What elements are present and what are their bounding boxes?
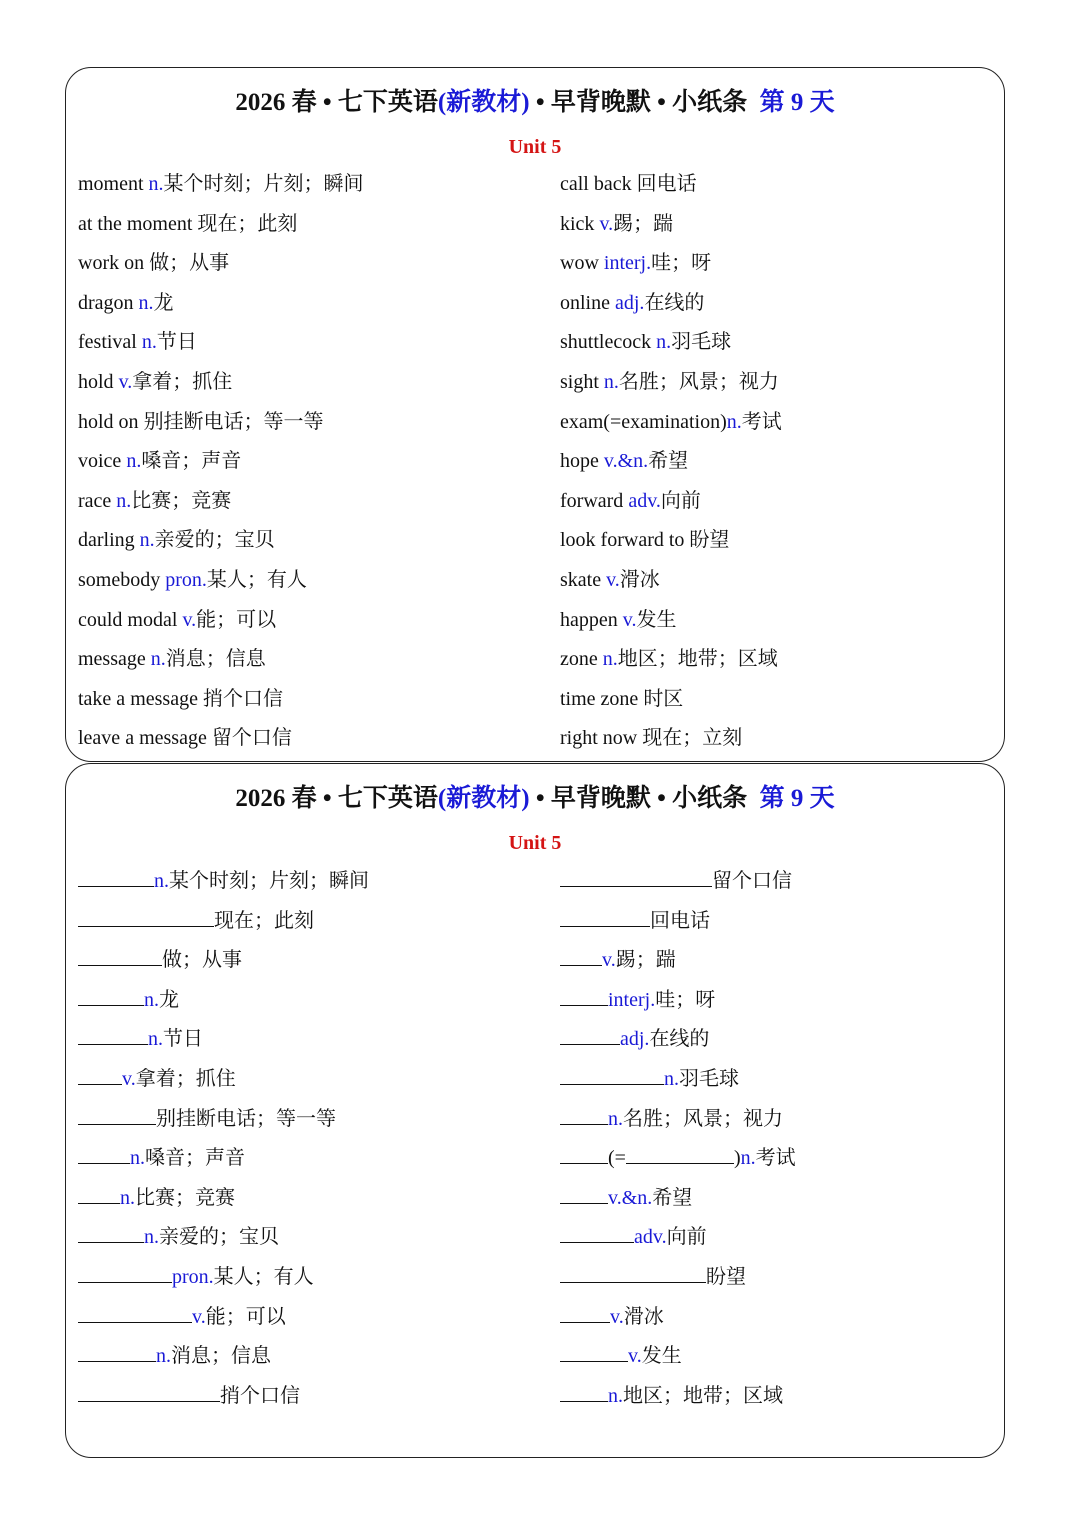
vocab-meaning: 亲爱的；宝贝 <box>154 529 275 552</box>
vocab-meaning: 现在；此刻 <box>214 909 314 932</box>
vocab-row <box>560 172 782 212</box>
dictation-row <box>78 947 369 987</box>
vocab-meaning: 名胜；风景；视力 <box>623 1107 783 1130</box>
vocab-row <box>560 449 782 489</box>
dictation-list-left <box>78 868 369 1422</box>
answer-blank[interactable] <box>626 1145 734 1164</box>
vocab-word: take a message <box>78 687 203 710</box>
part-of-speech: n. <box>154 870 169 892</box>
vocab-row <box>560 647 782 687</box>
unit-label: Unit 5 <box>508 832 562 854</box>
card-title <box>66 82 1004 118</box>
vocab-word: hope <box>560 450 604 473</box>
dictation-row <box>78 1383 369 1423</box>
answer-blank[interactable] <box>560 868 712 887</box>
answer-blank[interactable] <box>560 1264 706 1283</box>
part-of-speech: v.&n. <box>608 1186 653 1209</box>
vocab-meaning: 时区 <box>643 687 684 710</box>
vocab-word: zone <box>560 648 603 671</box>
vocab-meaning: 捎个口信 <box>220 1384 300 1407</box>
vocab-row <box>560 330 782 370</box>
title-day: 第 9 天 <box>759 89 835 116</box>
vocab-meaning: 向前 <box>660 489 701 512</box>
dictation-row <box>560 1026 796 1066</box>
part-of-speech: v. <box>599 212 614 235</box>
part-of-speech: n. <box>144 988 159 1011</box>
part-of-speech: n. <box>130 1147 145 1170</box>
vocab-meaning: 地区；地带；区域 <box>623 1384 783 1407</box>
part-of-speech: n. <box>148 173 164 195</box>
part-of-speech: n. <box>740 1147 756 1170</box>
vocab-word: look forward to <box>560 529 690 552</box>
part-of-speech: adj. <box>615 291 645 314</box>
vocab-list-left <box>78 172 364 766</box>
dictation-row <box>78 987 369 1027</box>
answer-blank[interactable] <box>560 1145 608 1164</box>
vocab-meaning: 能；可以 <box>205 1305 286 1328</box>
vocab-word: festival <box>78 331 142 354</box>
vocab-row <box>560 410 782 450</box>
vocab-word: work on <box>78 252 150 275</box>
vocab-meaning: 嗓音；声音 <box>145 1147 245 1170</box>
vocab-word: time zone <box>560 687 644 710</box>
part-of-speech: interj. <box>603 252 652 275</box>
answer-blank[interactable] <box>78 908 214 927</box>
dictation-row <box>78 908 369 948</box>
part-of-speech: adv. <box>628 489 661 512</box>
part-of-speech: n. <box>138 291 154 314</box>
part-of-speech: n. <box>156 1345 171 1368</box>
answer-blank[interactable] <box>78 1185 120 1204</box>
part-of-speech: n. <box>139 529 155 552</box>
vocab-row <box>78 489 364 529</box>
part-of-speech: n. <box>656 331 672 354</box>
vocab-row <box>78 647 364 687</box>
vocab-meaning: 踢；踹 <box>615 949 676 972</box>
vocab-row <box>560 528 782 568</box>
vocab-word: could modal <box>78 608 183 631</box>
vocab-meaning: 希望 <box>652 1186 693 1209</box>
vocab-meaning: 在线的 <box>644 291 705 314</box>
part-of-speech: n. <box>144 1226 159 1249</box>
vocab-row <box>560 251 782 291</box>
vocab-meaning: 回电话 <box>650 909 710 932</box>
part-of-speech: v. <box>606 568 620 591</box>
vocab-meaning: 向前 <box>666 1226 707 1249</box>
answer-blank[interactable] <box>78 987 144 1006</box>
answer-blank[interactable] <box>560 1026 620 1045</box>
vocab-meaning: 盼望 <box>706 1265 746 1288</box>
dictation-row <box>78 1066 369 1106</box>
part-of-speech: v. <box>118 370 133 393</box>
vocab-meaning: 拿着；抓住 <box>132 370 233 393</box>
title-prefix: 2026 春 • 七下英语 <box>235 89 438 116</box>
vocab-row <box>78 608 364 648</box>
vocab-meaning: 龙 <box>159 988 179 1011</box>
dictation-row <box>78 1264 369 1304</box>
vocab-row <box>560 370 782 410</box>
dictation-row <box>560 1383 796 1423</box>
dictation-row <box>78 1026 369 1066</box>
vocab-word: sight <box>560 370 604 393</box>
vocab-word: happen <box>560 608 623 631</box>
vocab-meaning: 在线的 <box>649 1028 710 1051</box>
vocab-meaning: 节日 <box>163 1028 203 1051</box>
exam-open: (= <box>608 1147 626 1170</box>
answer-blank[interactable] <box>78 1026 148 1045</box>
card-title <box>66 778 1004 814</box>
part-of-speech: n. <box>126 450 142 473</box>
answer-blank[interactable] <box>78 1224 144 1243</box>
vocab-meaning: 做；从事 <box>149 252 230 275</box>
vocab-row <box>560 212 782 252</box>
part-of-speech: v. <box>182 608 197 631</box>
vocab-row <box>560 291 782 331</box>
vocab-row <box>78 726 364 766</box>
vocab-card-top <box>65 67 1005 762</box>
answer-blank[interactable] <box>78 1343 156 1362</box>
dictation-row <box>560 1106 796 1146</box>
dictation-row <box>560 868 796 908</box>
part-of-speech: v. <box>122 1067 136 1090</box>
dictation-card-bottom <box>65 763 1005 1458</box>
part-of-speech: v. <box>192 1305 206 1328</box>
title-day: 第 9 天 <box>759 785 835 812</box>
vocab-word: message <box>78 648 151 671</box>
part-of-speech: v. <box>610 1305 624 1328</box>
title-prefix: 2026 春 • 七下英语 <box>235 785 438 812</box>
vocab-word: kick <box>560 212 600 235</box>
vocab-meaning: 某人；有人 <box>206 568 307 591</box>
vocab-word: leave a message <box>78 727 212 750</box>
dictation-row <box>560 947 796 987</box>
answer-blank[interactable] <box>560 1343 628 1362</box>
vocab-word: race <box>78 489 117 512</box>
vocab-meaning: 回电话 <box>636 173 697 195</box>
answer-blank[interactable] <box>560 1185 608 1204</box>
title-highlight: (新教材) <box>437 785 530 812</box>
vocab-row <box>78 330 364 370</box>
vocab-row <box>78 568 364 608</box>
vocab-meaning: 发生 <box>641 1345 682 1368</box>
vocab-meaning: 考试 <box>755 1147 796 1170</box>
vocab-meaning: 哇；呀 <box>655 988 716 1011</box>
vocab-meaning: 别挂断电话；等一等 <box>156 1107 336 1130</box>
vocab-word: call back <box>560 173 637 195</box>
vocab-row <box>560 568 782 608</box>
part-of-speech: n. <box>608 1384 623 1407</box>
vocab-word: darling <box>78 529 140 552</box>
dictation-list-right <box>560 868 796 1422</box>
answer-blank[interactable] <box>78 1304 192 1323</box>
vocab-meaning: 羽毛球 <box>679 1067 739 1090</box>
part-of-speech: pron. <box>172 1265 214 1288</box>
dictation-row <box>560 1304 796 1344</box>
vocab-word: forward <box>560 489 629 512</box>
answer-blank[interactable] <box>78 1066 122 1085</box>
vocab-word: voice <box>78 450 127 473</box>
vocab-meaning: 比赛；竞赛 <box>135 1186 235 1209</box>
vocab-word: exam(=examination) <box>560 410 727 433</box>
vocab-meaning: 能；可以 <box>196 608 277 631</box>
answer-blank[interactable] <box>560 1224 634 1243</box>
dictation-row <box>78 1343 369 1383</box>
answer-blank[interactable] <box>560 1106 608 1125</box>
dictation-row <box>560 908 796 948</box>
part-of-speech: n. <box>602 648 618 671</box>
vocab-word: hold <box>78 370 119 393</box>
vocab-meaning: 哇；呀 <box>651 252 712 275</box>
vocab-row <box>78 172 364 212</box>
answer-blank[interactable] <box>560 908 650 927</box>
part-of-speech: adj. <box>620 1028 650 1051</box>
vocab-meaning: 比赛；竞赛 <box>131 489 232 512</box>
answer-blank[interactable] <box>560 987 608 1006</box>
dictation-row <box>560 987 796 1027</box>
answer-blank[interactable] <box>560 1066 664 1085</box>
dictation-row <box>78 1106 369 1146</box>
vocab-meaning: 某个时刻；片刻；瞬间 <box>169 870 369 892</box>
vocab-meaning: 龙 <box>153 291 174 314</box>
vocab-word: shuttlecock <box>560 331 657 354</box>
part-of-speech: v.&n. <box>603 450 649 473</box>
dictation-row <box>78 1145 369 1185</box>
vocab-meaning: 考试 <box>741 410 782 433</box>
vocab-meaning: 消息；信息 <box>171 1345 271 1368</box>
dictation-row <box>560 1145 796 1185</box>
part-of-speech: n. <box>141 331 157 354</box>
vocab-list-right <box>560 172 782 766</box>
vocab-row <box>78 370 364 410</box>
answer-blank[interactable] <box>560 947 602 966</box>
vocab-word: online <box>560 291 615 314</box>
answer-blank[interactable] <box>78 1106 156 1125</box>
vocab-row <box>560 687 782 727</box>
vocab-meaning: 某个时刻；片刻；瞬间 <box>163 173 364 195</box>
vocab-row <box>78 410 364 450</box>
vocab-meaning: 某人；有人 <box>213 1265 314 1288</box>
answer-blank[interactable] <box>560 1383 608 1402</box>
part-of-speech: n. <box>608 1107 623 1130</box>
vocab-meaning: 羽毛球 <box>671 331 732 354</box>
vocab-word: somebody <box>78 568 166 591</box>
vocab-word: skate <box>560 568 607 591</box>
vocab-row <box>560 489 782 529</box>
vocab-meaning: 希望 <box>648 450 689 473</box>
dictation-row <box>78 1304 369 1344</box>
answer-blank[interactable] <box>78 868 154 887</box>
vocab-row <box>78 528 364 568</box>
vocab-meaning: 发生 <box>636 608 677 631</box>
vocab-row <box>78 291 364 331</box>
vocab-meaning: 踢；踹 <box>613 212 674 235</box>
vocab-meaning: 现在；此刻 <box>197 212 298 235</box>
vocab-word: hold on <box>78 410 144 433</box>
vocab-row <box>78 687 364 727</box>
dictation-row <box>560 1185 796 1225</box>
dictation-row <box>78 1224 369 1264</box>
answer-blank[interactable] <box>78 947 162 966</box>
part-of-speech: n. <box>148 1028 163 1051</box>
part-of-speech: pron. <box>165 568 207 591</box>
part-of-speech: v. <box>622 608 637 631</box>
vocab-meaning: 做；从事 <box>162 949 242 972</box>
vocab-word: right now <box>560 727 643 750</box>
part-of-speech: adv. <box>634 1226 667 1249</box>
vocab-row <box>78 251 364 291</box>
dictation-row <box>560 1066 796 1106</box>
vocab-meaning: 现在；立刻 <box>642 727 743 750</box>
vocab-row <box>560 608 782 648</box>
vocab-word: dragon <box>78 291 139 314</box>
part-of-speech: n. <box>150 648 166 671</box>
dictation-row <box>560 1343 796 1383</box>
vocab-meaning: 别挂断电话；等一等 <box>143 410 324 433</box>
vocab-meaning: 盼望 <box>689 529 730 552</box>
unit-label: Unit 5 <box>508 136 562 158</box>
part-of-speech: v. <box>628 1345 642 1368</box>
dictation-row <box>560 1224 796 1264</box>
exam-close: ) <box>733 1147 741 1170</box>
vocab-word: wow <box>560 252 604 275</box>
part-of-speech: interj. <box>608 988 656 1011</box>
vocab-meaning: 滑冰 <box>623 1305 664 1328</box>
part-of-speech: n. <box>726 410 742 433</box>
vocab-meaning: 节日 <box>156 331 197 354</box>
answer-blank[interactable] <box>78 1145 130 1164</box>
part-of-speech: n. <box>116 489 132 512</box>
vocab-word: moment <box>78 173 149 195</box>
title-highlight: (新教材) <box>437 89 530 116</box>
dictation-row <box>78 868 369 908</box>
vocab-meaning: 滑冰 <box>619 568 660 591</box>
vocab-meaning: 嗓音；声音 <box>141 450 242 473</box>
vocab-meaning: 留个口信 <box>211 727 292 750</box>
part-of-speech: n. <box>603 370 619 393</box>
vocab-meaning: 消息；信息 <box>165 648 266 671</box>
dictation-row <box>78 1185 369 1225</box>
vocab-word: at the moment <box>78 212 198 235</box>
vocab-meaning: 拿着；抓住 <box>135 1067 236 1090</box>
vocab-meaning: 捎个口信 <box>202 687 283 710</box>
vocab-row <box>78 449 364 489</box>
vocab-meaning: 留个口信 <box>712 870 792 892</box>
part-of-speech: n. <box>120 1186 135 1209</box>
part-of-speech: v. <box>602 949 616 972</box>
answer-blank[interactable] <box>78 1264 172 1283</box>
vocab-meaning: 亲爱的；宝贝 <box>159 1226 279 1249</box>
vocab-row <box>78 212 364 252</box>
vocab-row <box>560 726 782 766</box>
part-of-speech: n. <box>664 1067 679 1090</box>
vocab-meaning: 名胜；风景；视力 <box>618 370 779 393</box>
title-suffix: • 早背晚默 • 小纸条 <box>529 89 748 116</box>
dictation-row <box>560 1264 796 1304</box>
answer-blank[interactable] <box>78 1383 220 1402</box>
answer-blank[interactable] <box>560 1304 610 1323</box>
vocab-meaning: 地区；地带；区域 <box>617 648 778 671</box>
title-suffix: • 早背晚默 • 小纸条 <box>529 785 748 812</box>
